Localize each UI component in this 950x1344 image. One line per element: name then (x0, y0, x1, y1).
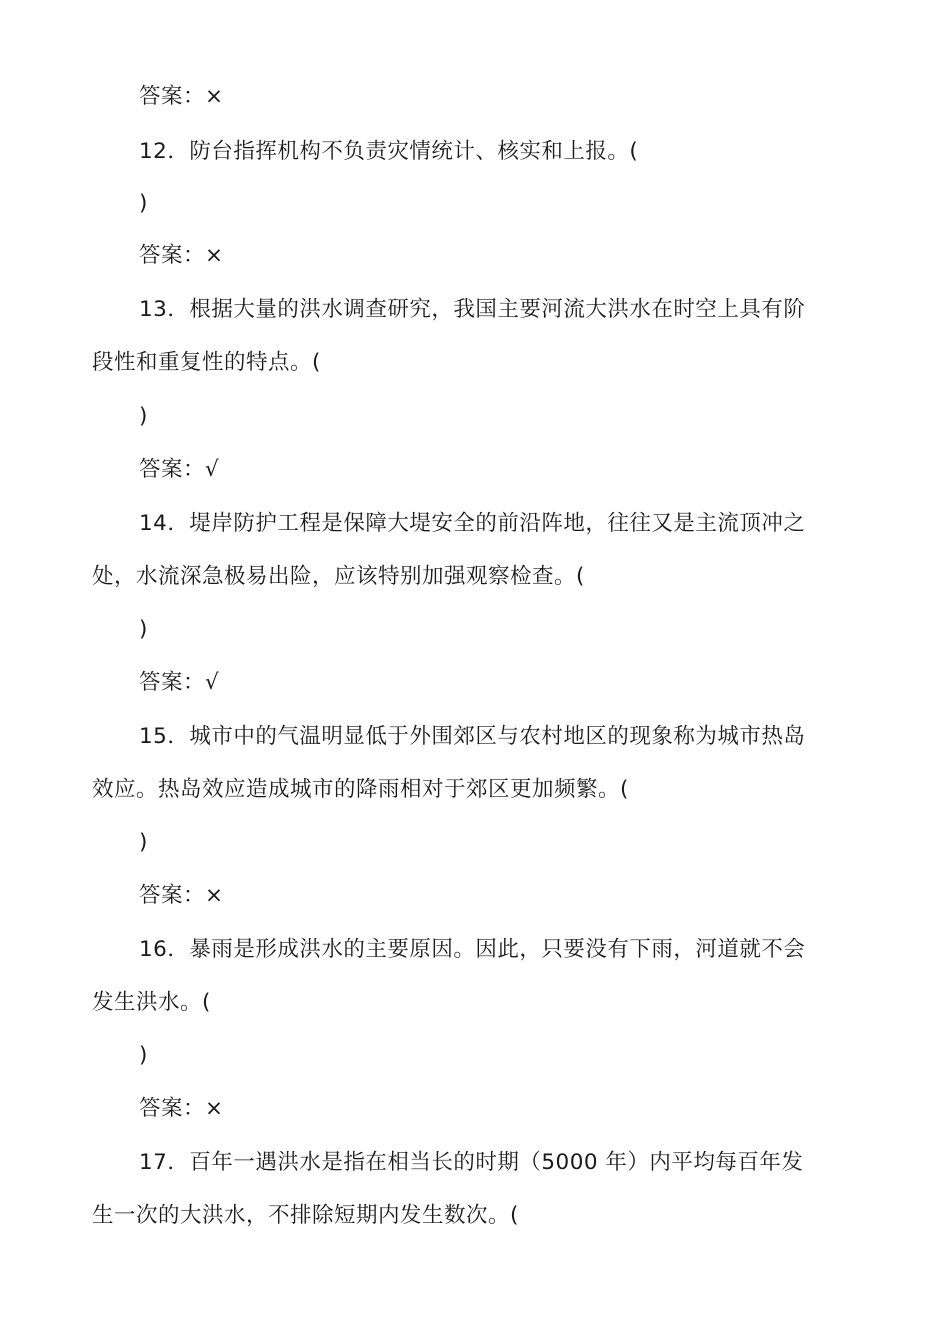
answer-16: 答案：× (139, 1096, 224, 1121)
question-16-line-1: 16．暴雨是形成洪水的主要原因。因此，只要没有下雨，河道就不会 (139, 937, 806, 962)
question-15-blank: ) (139, 830, 148, 855)
answer-12: 答案：× (139, 243, 224, 268)
question-14-blank: ) (139, 617, 148, 642)
question-15-line-1: 15．城市中的气温明显低于外围郊区与农村地区的现象称为城市热岛 (139, 724, 806, 749)
question-14-line-2: 处，水流深急极易出险，应该特别加强观察检查。( (92, 564, 585, 589)
answer-14: 答案：√ (139, 670, 220, 695)
answer-11: 答案：× (139, 84, 224, 109)
answer-15: 答案：× (139, 883, 224, 908)
question-12-blank: ) (139, 191, 148, 216)
question-16-blank: ) (139, 1043, 148, 1068)
question-16-line-2: 发生洪水。( (92, 990, 211, 1015)
question-15-line-2: 效应。热岛效应造成城市的降雨相对于郊区更加频繁。( (92, 777, 629, 802)
question-17-line-2: 生一次的大洪水，不排除短期内发生数次。( (92, 1203, 519, 1228)
question-14-line-1: 14．堤岸防护工程是保障大堤安全的前沿阵地，往往又是主流顶冲之 (139, 511, 806, 536)
question-13-blank: ) (139, 404, 148, 429)
question-17-line-1: 17．百年一遇洪水是指在相当长的时期（5000 年）内平均每百年发 (139, 1150, 804, 1175)
question-13-line-1: 13．根据大量的洪水调查研究，我国主要河流大洪水在时空上具有阶 (139, 297, 806, 322)
answer-13: 答案：√ (139, 457, 220, 482)
question-13-line-2: 段性和重复性的特点。( (92, 350, 321, 375)
question-12-line-1: 12．防台指挥机构不负责灾情统计、核实和上报。( (139, 139, 639, 164)
